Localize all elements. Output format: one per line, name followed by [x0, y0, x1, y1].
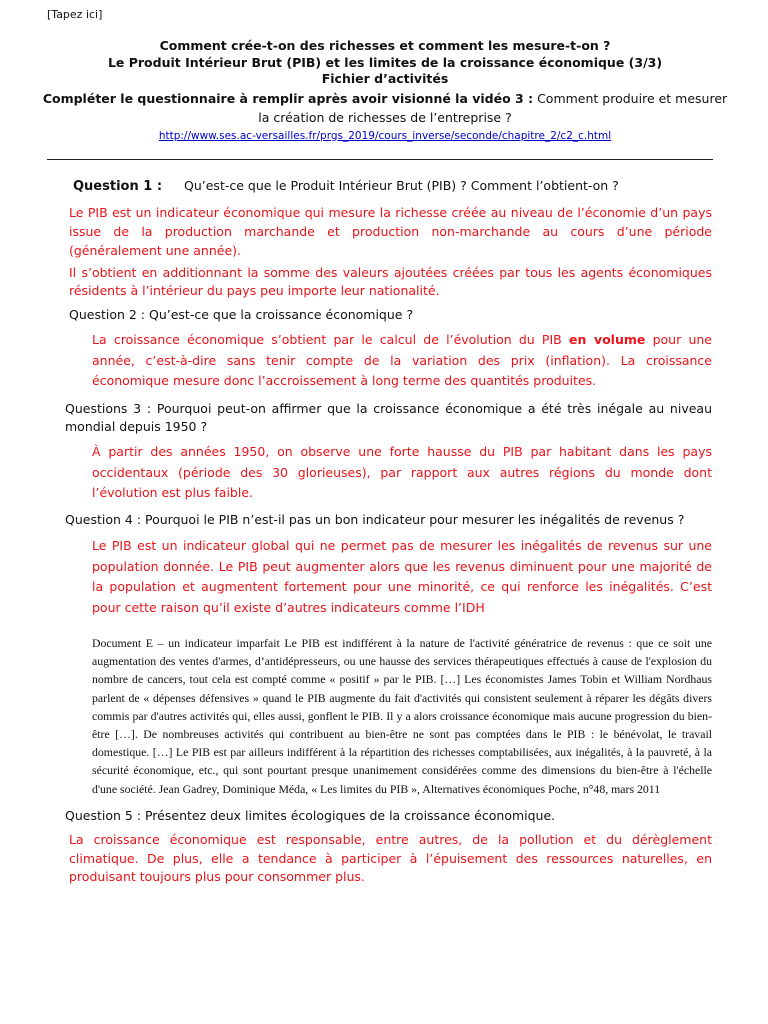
video-link[interactable]: http://www.ses.ac-versailles.fr/prgs_2019/cours_inverse/seconde/chapitre_2/c2_c.html: [158, 129, 612, 142]
answer-4: Le PIB est un indicateur global qui ne permet pas de mesurer les inégalités de revenus sur une population donnée. Le PIB peut augmenter alors que les revenus diminuent pour une majorité de la population et augmentent fortement pour une minorité, ce qui renforce les inégalités. C’est pour cette raison qu’il existe d’autres indicateurs comme l’IDH: [92, 538, 712, 615]
question-1-text: Qu’est-ce que le Produit Intérieur Brut (PIB) ? Comment l’obtient-on ?: [184, 178, 619, 193]
answer-2-b: pour une année, c’est-à-dire sans tenir compte de la variation des prix (inflation). La croissance économique mesure donc l’accroissement à long terme des quantités produites.: [92, 332, 712, 388]
intro-instruction: [40, 89, 730, 127]
question-1: [73, 177, 713, 196]
title-line-3: Fichier d’activités: [321, 71, 449, 86]
question-5: Question 5 : Présentez deux limites écologiques de la croissance économique.: [65, 808, 556, 823]
question-4: Question 4 : Pourquoi le PIB n’est-il pas un bon indicateur pour mesurer les inégalités de revenus ?: [65, 512, 685, 527]
title-line-2: Le Produit Intérieur Brut (PIB) et les limites de la croissance économique (3/3): [107, 54, 663, 70]
title-block: [40, 38, 730, 142]
answer-1-part-1: Le PIB est un indicateur économique qui mesure la richesse créée au niveau de l’économie d’un pays issue de la production marchande et production non-marchande au cours d’une période (généralement une année).: [69, 205, 712, 258]
intro-bold: Compléter le questionnaire à remplir après avoir visionné la vidéo 3 :: [42, 90, 534, 106]
document-e-excerpt: Document E – un indicateur imparfait Le PIB est indifférent à la nature de l'activité génératrice de revenus : que ce soit une augmentation des ventes d'armes, d’antidépresseurs, ou une hausse des services thérapeutiques effectués à cause de l'explosion du nombre de cancers, tout cela est compté comme « positif » par le PIB. […] Les économistes James Tobin et William Nordhaus parlent de « dépenses défensives » quand le PIB augmente du fait d'activités qui consistent seulement à réparer les dégâts divers commis par d'autres activités qui, elles aussi, gonflent le PIB. Il y a alors croissance économique mais aucune progression du bien-être […]. De nombreuses activités qui contribuent au bien-être ne sont pas comptées dans le PIB : le bénévolat, le travail domestique. […] Le PIB est par ailleurs indifférent à la répartition des richesses comptabilisées, aux inégalités, à la pauvreté, à la sécurité économique, etc., qui sont pourtant presque unanimement considérées comme des dimensions du bien-être à l'échelle d'une société. Jean Gadrey, Dominique Méda, « Les limites du PIB », Alternatives économiques Poche, n°48, mars 2011: [92, 636, 712, 796]
question-2: Question 2 : Qu’est-ce que la croissance économique ?: [69, 307, 414, 322]
header-placeholder: [Tapez ici]: [47, 8, 103, 21]
answer-2: [92, 330, 712, 392]
intro-text: Comment produire et mesurer la création de richesses de l’entreprise ?: [258, 90, 728, 125]
answer-1-part-2: Il s’obtient en additionnant la somme des valeurs ajoutées créées par tous les agents économiques résidents à l’intérieur du pays peu importe leur nationalité.: [69, 265, 712, 298]
question-1-label: Question 1 :: [73, 179, 163, 194]
horizontal-rule: [47, 159, 713, 160]
answer-2-a: La croissance économique s’obtient par le calcul de l’évolution du PIB: [92, 332, 569, 347]
answer-3: À partir des années 1950, on observe une forte hausse du PIB par habitant dans les pays occidentaux (période des 30 glorieuses), par rapport aux autres régions du monde dont l’évolution est plus faible.: [92, 444, 712, 500]
answer-5: La croissance économique est responsable, entre autres, de la pollution et du dérèglement climatique. De plus, elle a tendance à participer à l’épuisement des ressources naturelles, en produisant toujours plus pour consommer plus.: [69, 832, 712, 884]
answer-2-bold: en volume: [568, 332, 646, 347]
title-line-1: Comment crée-t-on des richesses et comment les mesure-t-on ?: [159, 38, 611, 53]
question-3: Questions 3 : Pourquoi peut-on affirmer que la croissance économique a été très inégale au niveau mondial depuis 1950 ?: [65, 401, 712, 434]
